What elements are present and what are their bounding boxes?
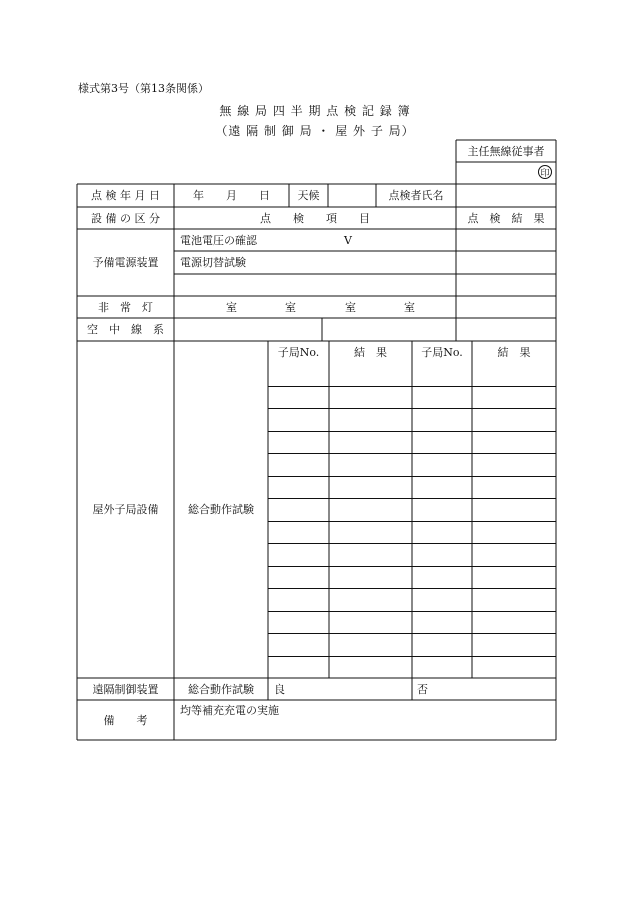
backup-result-2[interactable]: [456, 251, 556, 274]
station-result-cell[interactable]: [329, 453, 412, 476]
backup-item-blank: [174, 274, 456, 296]
remote-control-label: 遠隔制御装置: [92, 682, 159, 696]
station-no-cell[interactable]: [412, 408, 472, 431]
station-no-cell[interactable]: [412, 363, 472, 386]
backup-item-switch-test: 電源切替試験: [180, 256, 246, 269]
station-no-cell[interactable]: [268, 363, 329, 386]
page-title: 無 線 局 四 半 期 点 検 記 録 簿: [219, 104, 411, 118]
station-result-cell[interactable]: [329, 633, 412, 656]
bad-option[interactable]: 否: [417, 682, 428, 696]
station-no-cell[interactable]: [268, 633, 329, 656]
station-result-cell[interactable]: [329, 656, 412, 678]
date-value-field[interactable]: 年 月 日: [193, 189, 270, 202]
station-result-cell[interactable]: [472, 431, 556, 453]
station-no-cell[interactable]: [268, 521, 329, 543]
items-header: 点 検 項 目: [260, 211, 370, 225]
good-option[interactable]: 良: [274, 682, 285, 696]
station-result-cell[interactable]: [329, 521, 412, 543]
page-subtitle: （遠 隔 制 御 局 ・ 屋 外 子 局）: [215, 124, 415, 138]
station-no-cell[interactable]: [412, 588, 472, 611]
station-result-cell[interactable]: [472, 656, 556, 678]
results-header: 点 検 結 果: [467, 211, 545, 225]
col-header-result: 結 果: [354, 345, 387, 359]
antenna-item-1[interactable]: [174, 318, 322, 341]
remarks-label: 備 考: [103, 713, 148, 727]
station-result-cell[interactable]: [472, 521, 556, 543]
antenna-label: 空 中 線 系: [87, 323, 164, 336]
station-no-cell[interactable]: [268, 566, 329, 588]
col-header-station-no: 子局No.: [277, 345, 320, 359]
weather-label: 天候: [297, 189, 320, 202]
station-no-cell[interactable]: [412, 521, 472, 543]
station-no-cell[interactable]: [268, 453, 329, 476]
remarks-note[interactable]: 均等補充充電の実施: [180, 704, 279, 717]
station-result-cell[interactable]: [329, 476, 412, 498]
backup-result-1[interactable]: [456, 229, 556, 251]
station-result-cell[interactable]: [472, 453, 556, 476]
station-no-cell[interactable]: [412, 476, 472, 498]
station-no-cell[interactable]: [412, 656, 472, 678]
station-result-cell[interactable]: [472, 633, 556, 656]
station-no-cell[interactable]: [412, 543, 472, 566]
weather-field[interactable]: [328, 184, 376, 207]
station-no-cell[interactable]: [268, 498, 329, 521]
room-label: 室: [404, 300, 415, 314]
station-result-cell[interactable]: [472, 611, 556, 633]
station-result-cell[interactable]: [472, 498, 556, 521]
station-no-cell[interactable]: [268, 386, 329, 408]
station-result-cell[interactable]: [472, 386, 556, 408]
station-no-cell[interactable]: [268, 543, 329, 566]
station-result-cell[interactable]: [329, 611, 412, 633]
station-no-cell[interactable]: [412, 453, 472, 476]
col-header-station-no: 子局No.: [421, 345, 463, 359]
station-result-cell[interactable]: [329, 431, 412, 453]
voltage-unit: V: [344, 233, 352, 247]
station-result-cell[interactable]: [472, 408, 556, 431]
station-result-cell[interactable]: [472, 363, 556, 386]
remote-test-label: 総合動作試験: [188, 682, 254, 696]
station-no-cell[interactable]: [268, 408, 329, 431]
outdoor-test-label: 総合動作試験: [188, 503, 254, 516]
station-result-cell[interactable]: [472, 588, 556, 611]
outdoor-station-label: 屋外子局設備: [92, 503, 159, 516]
antenna-item-2[interactable]: [322, 318, 456, 341]
station-no-cell[interactable]: [412, 633, 472, 656]
category-header: 設 備 の 区 分: [91, 211, 160, 225]
seal-icon: 印: [538, 165, 552, 179]
station-no-cell[interactable]: [412, 431, 472, 453]
form-number: 様式第3号（第13条関係）: [78, 82, 209, 95]
room-label: 室: [345, 300, 356, 314]
station-result-cell[interactable]: [329, 363, 412, 386]
col-header-result: 結 果: [497, 345, 531, 359]
station-result-cell[interactable]: [329, 588, 412, 611]
backup-power-label: 予備電源装置: [92, 256, 159, 269]
station-no-cell[interactable]: [412, 498, 472, 521]
inspector-label: 点検者氏名: [388, 189, 444, 202]
room-label: 室: [226, 300, 237, 314]
station-result-cell[interactable]: [472, 566, 556, 588]
station-no-cell[interactable]: [412, 611, 472, 633]
station-result-cell[interactable]: [329, 498, 412, 521]
emergency-light-result[interactable]: [456, 296, 556, 318]
inspector-field[interactable]: [456, 184, 556, 207]
station-result-cell[interactable]: [329, 566, 412, 588]
backup-result-3[interactable]: [456, 274, 556, 296]
backup-item-battery-voltage: 電池電圧の確認: [180, 233, 257, 247]
station-no-cell[interactable]: [268, 588, 329, 611]
room-label: 室: [285, 300, 296, 314]
antenna-result[interactable]: [456, 318, 556, 341]
station-result-cell[interactable]: [329, 543, 412, 566]
station-no-cell[interactable]: [268, 431, 329, 453]
date-row-label: 点 検 年 月 日: [91, 189, 160, 202]
emergency-light-label: 非 常 灯: [98, 300, 153, 314]
station-no-cell[interactable]: [268, 656, 329, 678]
station-no-cell[interactable]: [268, 611, 329, 633]
station-no-cell[interactable]: [412, 386, 472, 408]
station-result-cell[interactable]: [472, 543, 556, 566]
station-no-cell[interactable]: [412, 566, 472, 588]
station-result-cell[interactable]: [329, 386, 412, 408]
supervisor-label: 主任無線従事者: [467, 144, 545, 158]
station-result-cell[interactable]: [472, 476, 556, 498]
station-result-cell[interactable]: [329, 408, 412, 431]
station-no-cell[interactable]: [268, 476, 329, 498]
